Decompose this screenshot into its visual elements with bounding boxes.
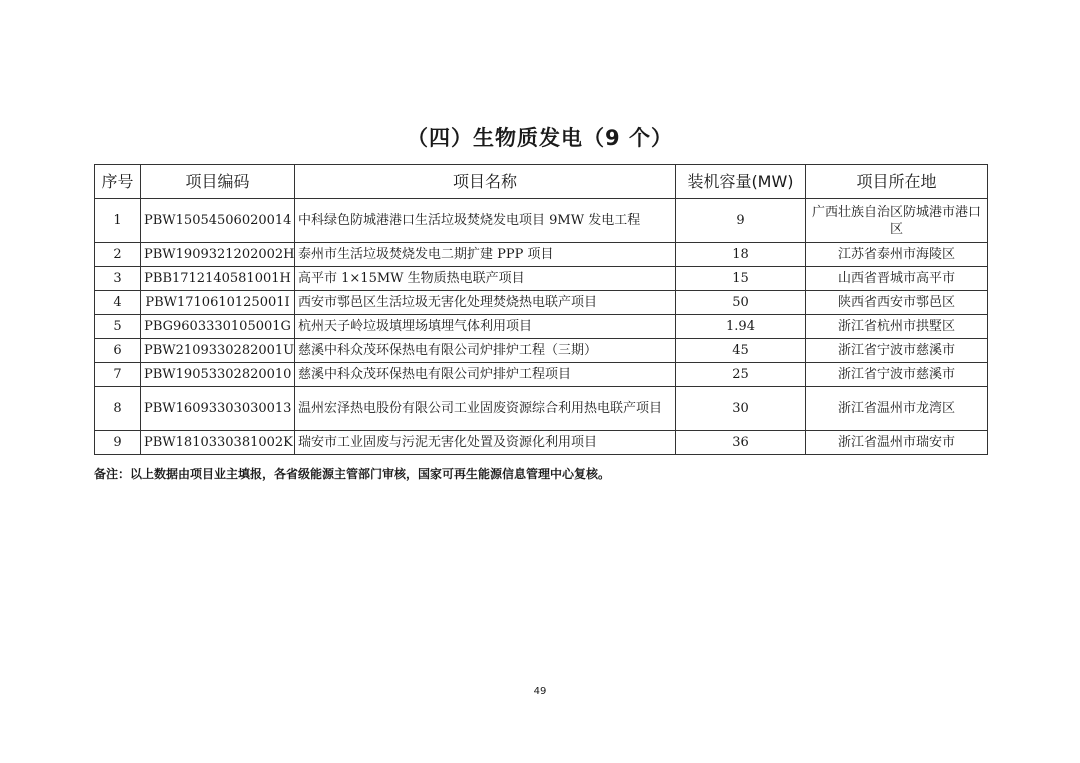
table-note: 备注：以上数据由项目业主填报，各省级能源主管部门审核，国家可再生能源信息管理中心复核。 <box>94 467 611 481</box>
cell-capacity: 25 <box>676 363 806 387</box>
cell-name: 高平市 1×15MW 生物质热电联产项目 <box>295 267 676 291</box>
table-row <box>95 315 988 339</box>
cell-code: PBW1710610125001I <box>141 291 295 315</box>
cell-name: 泰州市生活垃圾焚烧发电二期扩建 PPP 项目 <box>295 243 676 267</box>
cell-no: 1 <box>95 199 141 243</box>
cell-no: 4 <box>95 291 141 315</box>
table-row <box>95 267 988 291</box>
header-code: 项目编码 <box>141 165 295 199</box>
cell-capacity: 9 <box>676 199 806 243</box>
table-header-row <box>95 165 988 199</box>
cell-name: 温州宏泽热电股份有限公司工业固废资源综合利用热电联产项目 <box>295 387 676 431</box>
cell-code: PBW1810330381002K <box>141 431 295 455</box>
header-capacity: 装机容量(MW) <box>676 165 806 199</box>
cell-capacity: 50 <box>676 291 806 315</box>
cell-code: PBB1712140581001H <box>141 267 295 291</box>
cell-no: 7 <box>95 363 141 387</box>
cell-capacity: 18 <box>676 243 806 267</box>
cell-capacity: 45 <box>676 339 806 363</box>
cell-location: 江苏省泰州市海陵区 <box>806 243 988 267</box>
cell-no: 2 <box>95 243 141 267</box>
table-row <box>95 363 988 387</box>
cell-code: PBW15054506020014 <box>141 199 295 243</box>
cell-capacity: 15 <box>676 267 806 291</box>
cell-no: 6 <box>95 339 141 363</box>
cell-name: 慈溪中科众茂环保热电有限公司炉排炉工程（三期） <box>295 339 676 363</box>
cell-code: PBW1909321202002H <box>141 243 295 267</box>
cell-location: 浙江省杭州市拱墅区 <box>806 315 988 339</box>
table-row <box>95 431 988 455</box>
table-row <box>95 199 988 243</box>
cell-name: 西安市鄠邑区生活垃圾无害化处理焚烧热电联产项目 <box>295 291 676 315</box>
cell-no: 3 <box>95 267 141 291</box>
cell-location: 广西壮族自治区防城港市港口区 <box>806 199 988 243</box>
cell-location: 浙江省宁波市慈溪市 <box>806 363 988 387</box>
cell-capacity: 30 <box>676 387 806 431</box>
table-row <box>95 339 988 363</box>
cell-code: PBW19053302820010 <box>141 363 295 387</box>
cell-location: 山西省晋城市高平市 <box>806 267 988 291</box>
table-row <box>95 243 988 267</box>
cell-name: 慈溪中科众茂环保热电有限公司炉排炉工程项目 <box>295 363 676 387</box>
cell-name: 杭州天子岭垃圾填埋场填埋气体利用项目 <box>295 315 676 339</box>
page-number: 49 <box>533 686 547 697</box>
project-table <box>94 164 988 455</box>
header-no: 序号 <box>95 165 141 199</box>
cell-location: 浙江省温州市瑞安市 <box>806 431 988 455</box>
table-row <box>95 387 988 431</box>
cell-location: 陕西省西安市鄠邑区 <box>806 291 988 315</box>
cell-capacity: 36 <box>676 431 806 455</box>
cell-no: 8 <box>95 387 141 431</box>
header-name: 项目名称 <box>295 165 676 199</box>
cell-code: PBG9603330105001G <box>141 315 295 339</box>
cell-capacity: 1.94 <box>676 315 806 339</box>
cell-location: 浙江省温州市龙湾区 <box>806 387 988 431</box>
cell-code: PBW2109330282001U <box>141 339 295 363</box>
cell-no: 5 <box>95 315 141 339</box>
cell-name: 瑞安市工业固废与污泥无害化处置及资源化利用项目 <box>295 431 676 455</box>
cell-name: 中科绿色防城港港口生活垃圾焚烧发电项目 9MW 发电工程 <box>295 199 676 243</box>
cell-no: 9 <box>95 431 141 455</box>
cell-code: PBW16093303030013 <box>141 387 295 431</box>
header-location: 项目所在地 <box>806 165 988 199</box>
table-row <box>95 291 988 315</box>
page-title: （四）生物质发电（9 个） <box>407 126 673 150</box>
cell-location: 浙江省宁波市慈溪市 <box>806 339 988 363</box>
